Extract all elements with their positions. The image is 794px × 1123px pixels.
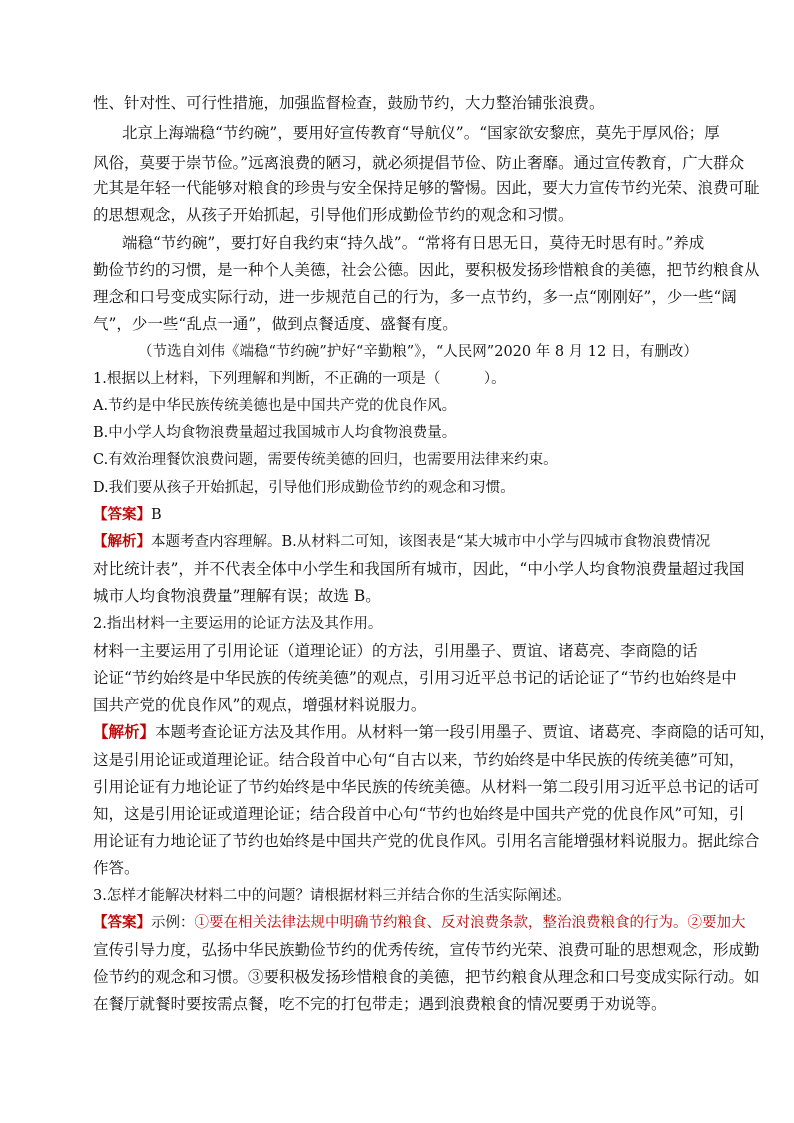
answer-line: 在餐厅就餐时要按需点餐，吃不完的打包带走；遇到浪费粮食的情况要勇于劝说等。: [93, 995, 667, 1013]
option-c: C.有效治理餐饮浪费问题，需要传统美德的回归，也需要用法律来约束。: [93, 452, 558, 468]
question-3: 3.怎样才能解决材料二中的问题？请根据材料三并结合你的生活实际阐述。: [93, 888, 571, 904]
option-d: D.我们要从孩子开始抓起，引导他们形成勤俭节约的观念和习惯。: [93, 480, 515, 496]
answer-line: 国共产党的优良作风”的观点，增强材料说服力。: [93, 696, 427, 714]
answer-line: 俭节约的观念和习惯。③要积极发扬珍惜粮食的美德，把节约粮食从理念和口号变成实际行动。如: [93, 968, 760, 986]
answer-line: 材料一主要运用了引用论证（道理论证）的方法，引用墨子、贾谊、诸葛亮、李商隐的话: [93, 642, 698, 660]
analysis-tag: 【解析】: [93, 533, 151, 550]
question-2: 2.指出材料一主要运用的论证方法及其作用。: [93, 616, 383, 632]
analysis-line: 对比统计表”，并不代表全体中小学生和我国所有城市，因此，“中小学人均食物浪费量超过我国: [93, 560, 745, 578]
paragraph-line: 气”，少一些“乱点一通”，做到点餐适度、盛餐有度。: [93, 315, 458, 333]
analysis-tag: 【解析】: [93, 722, 156, 741]
paragraph-line: 尤其是年轻一代能够对粮食的珍贵与安全保持足够的警惕。因此，要大力宣传节约光荣、浪费可耻: [93, 179, 760, 197]
analysis-text: 本题考查内容理解。B.从材料二可知，该图表是“某大城市中小学与四城市食物浪费情况: [151, 534, 711, 550]
analysis-line: [93, 532, 713, 552]
source-citation: （节选自刘伟《端稳“节约碗”护好“辛勤粮”》，“人民网”2020 年 8 月 12 日，有删改）: [138, 344, 698, 360]
answer-text: B: [151, 507, 162, 523]
option-b: B.中小学人均食物浪费量超过我国城市人均食物浪费量。: [93, 425, 457, 441]
answer-text-red: ①要在相关法律法规中明确节约粮食、反对浪费条款，整治浪费粮食的行为。②要加大: [194, 915, 746, 931]
paragraph-line: 端稳“节约碗”，要打好自我约束“持久战”。“常将有日思无日，莫待无时思有时。”养成: [122, 234, 705, 252]
paragraph-line: 北京上海端稳“节约碗”，要用好宣传教育“导航仪”。“国家欲安黎庶，莫先于厚风俗；厚: [122, 124, 720, 142]
paragraph-line: 勤俭节约的习惯，是一种个人美德，社会公德。因此，要积极发扬珍惜粮食的美德，把节约粮食从: [93, 261, 760, 279]
analysis-line: 知，这是引用论证或道理论证；结合段首中心句“节约也始终是中国共产党的优良作风”可知，引: [93, 805, 745, 823]
paragraph-line: 风俗，莫要于崇节俭。”远离浪费的陋习，就必须提倡节俭、防止奢靡。通过宣传教育，广大群众: [93, 154, 745, 172]
analysis-line: 用论证有力地论证了节约也始终是中国共产党的优良作风。引用名言能增强材料说服力。据此综合: [93, 832, 760, 850]
analysis-line: 作答。: [93, 859, 140, 877]
answer-line: 宣传引导力度，弘扬中华民族勤俭节约的优秀传统，宣传节约光荣、浪费可耻的思想观念，形成勤: [93, 941, 760, 959]
analysis-line: 引用论证有力地论证了节约始终是中华民族的传统美德。从材料一第二段引用习近平总书记的话可: [93, 778, 760, 796]
paragraph-line: 理念和口号变成实际行动，进一步规范自己的行为，多一点节约，多一点“刚刚好”，少一些“阔: [93, 288, 737, 306]
answer-line: [93, 913, 746, 933]
answer-tag: 【答案】: [93, 914, 151, 931]
answer-tag: 【答案】: [93, 506, 151, 523]
question-1: 1.根据以上材料，下列理解和判断，不正确的一项是（ ）。: [93, 371, 506, 387]
answer-line: 论证“节约始终是中华民族的传统美德”的观点，引用习近平总书记的话论证了“节约也始终是中: [93, 669, 737, 687]
answer-line: [93, 505, 713, 525]
paragraph-line: 性、针对性、可行性措施，加强监督检查，鼓励节约，大力整治铺张浪费。: [93, 94, 605, 112]
analysis-text: 本题考查论证方法及其作用。从材料一第一段引用墨子、贾谊、诸葛亮、李商隐的话可知，: [155, 723, 776, 741]
analysis-line: 这是引用论证或道理论证。结合段首中心句“自古以来，节约始终是中华民族的传统美德”可知，: [93, 751, 745, 769]
analysis-line: [93, 722, 776, 742]
paragraph-line: 的思想观念，从孩子开始抓起，引导他们形成勤俭节约的观念和习惯。: [93, 206, 574, 224]
answer-prefix: 示例：: [151, 915, 195, 931]
option-a: A.节约是中华民族传统美德也是中国共产党的优良作风。: [93, 398, 457, 414]
analysis-line: 城市人均食物浪费量”理解有误；故选 B。: [93, 587, 381, 605]
